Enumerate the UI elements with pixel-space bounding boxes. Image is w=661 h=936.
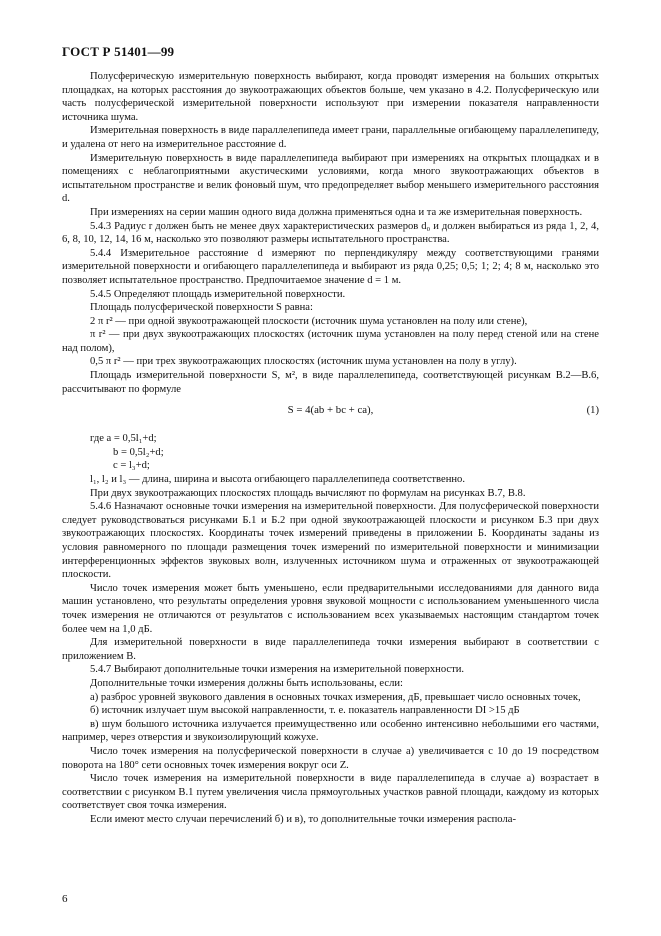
paragraph: Для измерительной поверхности в виде параллелепипеда точки измерения выбирают в соответствии с приложением В. bbox=[62, 637, 599, 662]
paragraph: Измерительную поверхность в виде параллелепипеда выбирают при измерениях на открытых площадках и в помещениях с неблагоприятными акустическими условиями, когда много звукоотражающих объектов в испытательном пространстве и велик фоновый шум, что предопределяет выбор меньшего измерительного расстояния d. bbox=[62, 152, 599, 205]
paragraph: Число точек измерения на полусферической поверхности в случае а) увеличивается с 10 до 19 посредством поворота на 180° сети основных точек измерения вокруг оси Z. bbox=[62, 745, 599, 771]
formula-where-b: b = 0,5l₂+d; bbox=[113, 446, 164, 458]
document-body bbox=[62, 70, 599, 826]
paragraph: Число точек измерения может быть уменьшено, если предварительными исследованиями для данного вида машин установлено, что результаты определения уровня звуковой мощности с использованием уменьшенного числа точек измерения не отличаются от результатов с использованием всех указываемых настоящим стандартом точек более чем на 1,0 дБ. bbox=[62, 582, 599, 635]
paragraph: 0,5 π r² — при трех звукоотражающих плоскостях (источник шума установлен на полу в углу). bbox=[90, 356, 517, 368]
document-header: ГОСТ Р 51401—99 bbox=[62, 44, 175, 59]
section-5-4-3: 5.4.3 Радиус r должен быть не менее двух характеристических размеров d₀ и должен выбираться из ряда 1, 2, 4, 6, 8, 10, 12, 14, 16 м, насколько это позволяют размеры испытательного пространства. bbox=[62, 220, 599, 246]
paragraph: π r² — при двух звукоотражающих плоскостях (источник шума установлен на полу перед стеной или на стене над полом), bbox=[62, 329, 599, 354]
section-5-4-4: 5.4.4 Измерительное расстояние d измеряют по перпендикуляру между соответствующими гранями измерительной поверхности и огибающего параллелепипеда и выбирают из ряда 0,25; 0,5; 1; 2; 4; 8 м, насколько это позволяет испытательное пространство. Предпочитаемое значение d = 1 м. bbox=[62, 247, 599, 286]
paragraph: Дополнительные точки измерения должны быть использованы, если: bbox=[90, 677, 403, 689]
section-5-4-5: 5.4.5 Определяют площадь измерительной поверхности. bbox=[90, 288, 346, 300]
paragraph: Измерительная поверхность в виде параллелепипеда имеет грани, параллельные огибающему параллелепипеду, и удалена от него на измерительное расстояние d. bbox=[62, 125, 599, 150]
paragraph: Площадь измерительной поверхности S, м², в виде параллелепипеда, соответствующей рисункам В.2—В.6, рассчитывают по формуле bbox=[62, 370, 599, 395]
paragraph: Полусферическую измерительную поверхность выбирают, когда проводят измерения на больших открытых площадках, на которых расстояния до звукоотражающих объектов больше, чем указано в 4.2. Полусферическую или часть полусферической измерительной поверхности используют при измерении показателя направленности источника шума. bbox=[62, 71, 599, 123]
formula: S = 4(ab + bc + ca), bbox=[287, 404, 374, 417]
page-number: 6 bbox=[62, 893, 68, 905]
formula-where-a: где a = 0,5l₁+d; bbox=[90, 433, 157, 445]
paragraph: При двух звукоотражающих плоскостях площадь вычисляют по формулам на рисунках В.7, В.8. bbox=[90, 487, 526, 499]
section-5-4-7: 5.4.7 Выбирают дополнительные точки измерения на измерительной поверхности. bbox=[90, 664, 465, 676]
list-item-a: а) разброс уровней звукового давления в основных точках измерения, дБ, превышает число основных точек, bbox=[90, 691, 581, 703]
paragraph: 2 π r² — при одной звукоотражающей плоскости (источник шума установлен на полу или стене), bbox=[90, 315, 528, 327]
formula-where-l: l₁, l₂ и l₃ — длина, ширина и высота огибающего параллелепипеда соответственно. bbox=[90, 474, 465, 486]
paragraph: Если имеют место случаи перечислений б) и в), то дополнительные точки измерения распола- bbox=[90, 813, 516, 825]
list-item-b: б) источник излучает шум высокой направленности, т. е. показатель направленности DI >15 дБ bbox=[90, 705, 520, 717]
paragraph: Площадь полусферической поверхности S равна: bbox=[90, 302, 313, 314]
section-5-4-6: 5.4.6 Назначают основные точки измерения на измерительной поверхности. Для полусферической поверхности следует руководствоваться рисунками Б.1 и Б.2 при одной звукоотражающей плоскости и рисунком Б.3 при двух звукоотражающих плоскостях. Координаты точек измерений приведены в приложении Б. Координаты заданы из условия равномерного по площади размещения точек измерений по измерительной поверхности и минимизации интерференционных эффектов звуковых волн, излученных источником шума и отраженных от звукоотражающей плоскости. bbox=[62, 501, 599, 581]
paragraph: Число точек измерения на измерительной поверхности в виде параллелепипеда в случае а) возрастает в соответствии с рисунком В.1 путем увеличения числа прямоугольных участков равной площади, каждому из которых соответствует своя точка измерения. bbox=[62, 773, 599, 812]
formula-where-c: c = l₃+d; bbox=[113, 460, 150, 472]
formula-number: (1) bbox=[586, 405, 599, 417]
formula-block bbox=[62, 402, 599, 422]
list-item-c: в) шум большого источника излучается преимущественно или особенно интенсивно небольшими его частями, например, через отверстия и звукоизолирующий кожухе. bbox=[62, 718, 599, 744]
paragraph: При измерениях на серии машин одного вида должна применяться одна и та же измерительная поверхность. bbox=[90, 206, 583, 218]
